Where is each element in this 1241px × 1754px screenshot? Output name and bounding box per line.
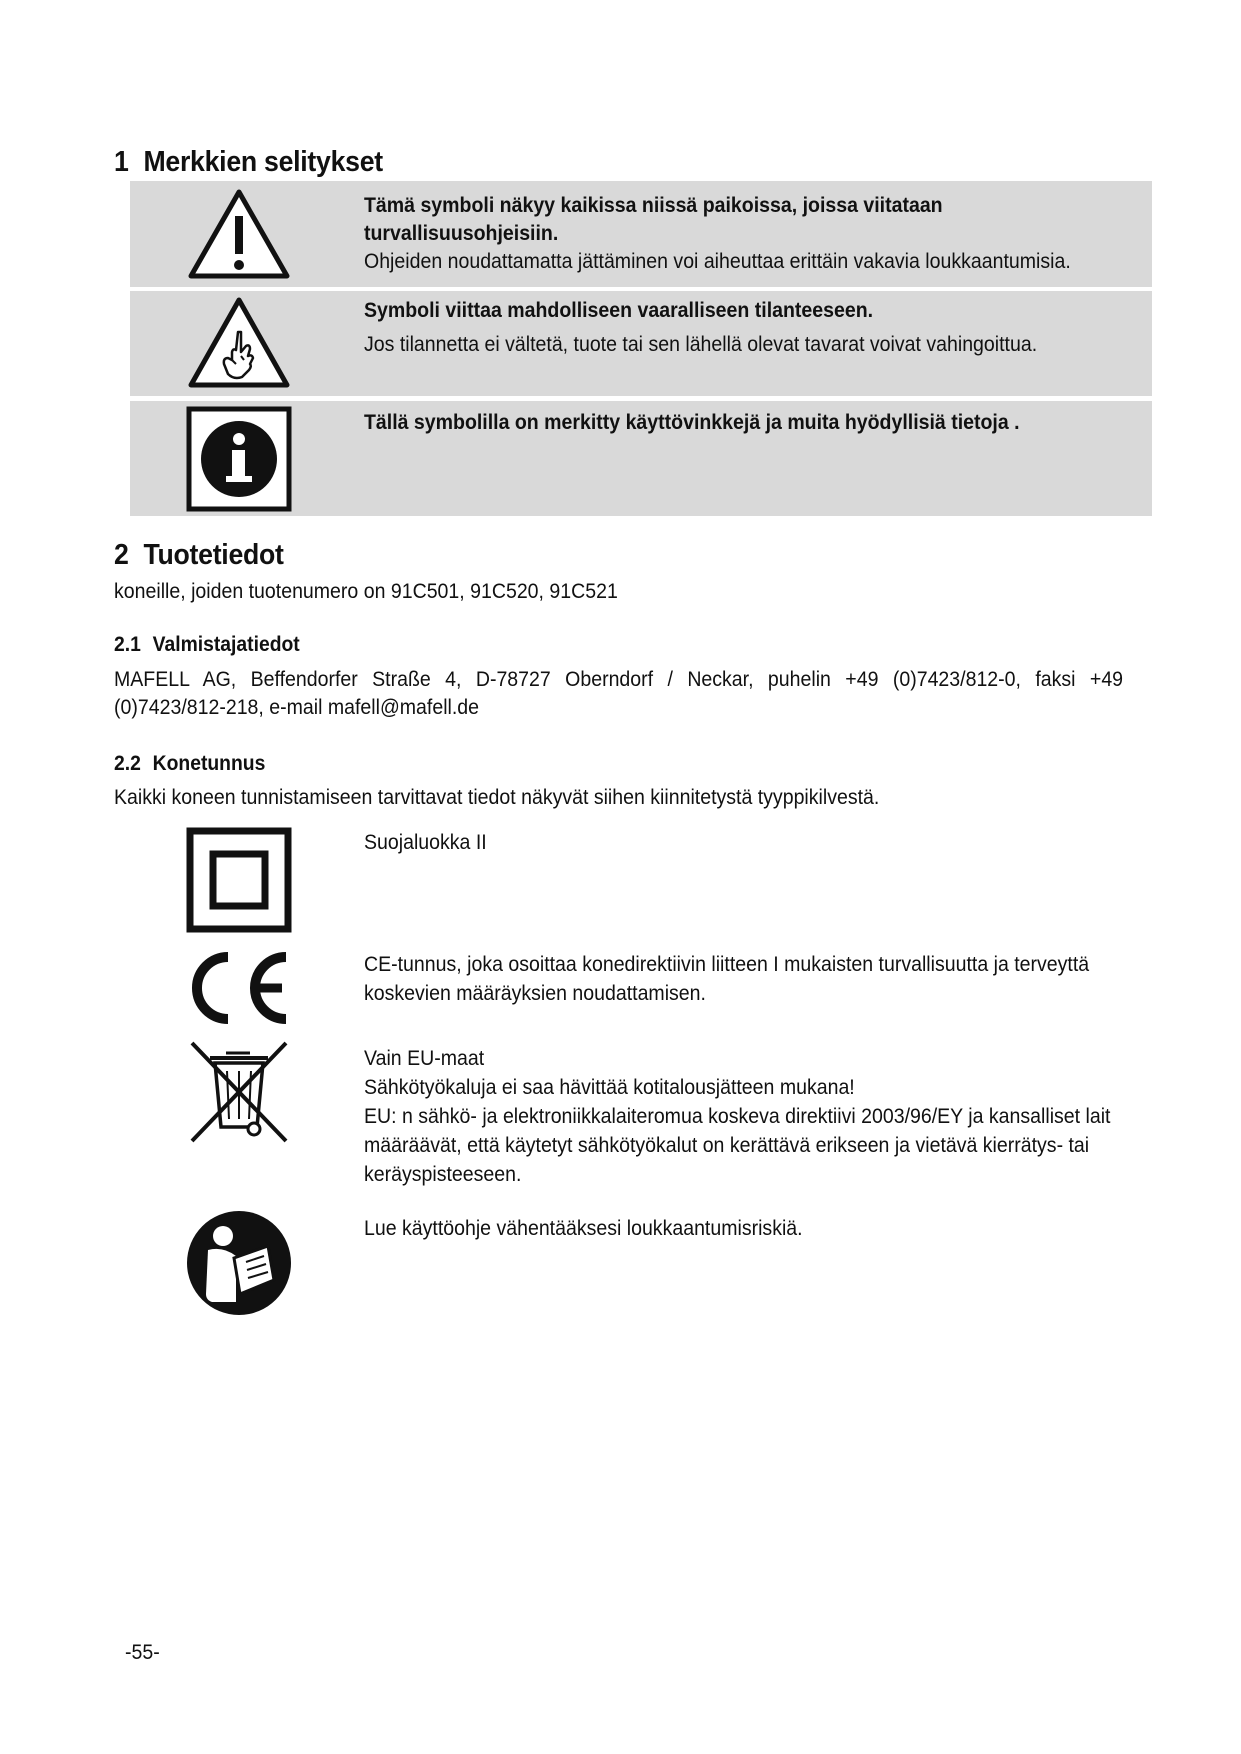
section-2-intro: koneille, joiden tuotenumero on 91C501, 91C520, 91C521 [114, 580, 618, 603]
subsection-2-2-heading [114, 751, 265, 777]
symbol-bold-info: Tällä symbolilla on merkitty käyttövinkkejä ja muita hyödyllisiä tietoja . [364, 411, 1020, 434]
subsection-2-1-number: 2.1 [114, 633, 141, 656]
warning-triangle-icon [186, 186, 292, 283]
symbol-bold-warning: Tämä symboli näkyy kaikissa niissä paikoissa, joissa viitataan turvallisuusohjeisiin. [364, 194, 943, 245]
section-2-title: Tuotetiedot [143, 539, 284, 571]
section-1-heading [114, 145, 383, 179]
symbol-text-warning [364, 192, 1089, 276]
symbol-text-caution [364, 297, 1089, 359]
mark-line: Vain EU-maat [364, 1047, 485, 1070]
section-2-heading [114, 538, 284, 572]
hand-caution-triangle-icon [186, 294, 292, 392]
mark-line: Lue käyttöohje vähentääksesi loukkaantumisriskiä. [364, 1217, 803, 1240]
mark-line: Suojaluokka II [364, 831, 487, 854]
subsection-2-2-number: 2.2 [114, 752, 141, 775]
section-2-number: 2 [114, 539, 129, 571]
mark-line: Sähkötyökaluja ei saa hävittää kotitalousjätteen mukana! [364, 1076, 855, 1099]
section-1-title: Merkkien selitykset [143, 146, 383, 178]
info-icon [186, 406, 292, 512]
symbol-normal-caution: Jos tilannetta ei vältetä, tuote tai sen lähellä olevat tavarat voivat vahingoittua. [364, 333, 1038, 356]
mark-line: EU: n sähkö- ja elektroniikkalaiteromua koskeva direktiivi 2003/96/EY ja kansalliset lait määräävät, että käytetyt sähkötyökalut on kerättävä erikseen ja vietävä kierrätys- tai keräyspisteeseen. [364, 1105, 1111, 1186]
page-number: -55- [125, 1641, 160, 1664]
subsection-2-1-title: Valmistajatiedot [152, 633, 300, 656]
mark-line: CE-tunnus, joka osoittaa konedirektiivin liitteen I mukaisten turvallisuutta ja terveyttä koskevien määräyksien noudattamisen. [364, 953, 1090, 1005]
manufacturer-info: MAFELL AG, Beffendorfer Straße 4, D-78727 Oberndorf / Neckar, puhelin +49 (0)7423/812-0, faksi +49 (0)7423/812-218, e-mail mafell@mafell.de [114, 668, 1124, 719]
ce-mark-icon [186, 951, 292, 1025]
mark-text-ce [364, 950, 1127, 1008]
mark-text-manual [364, 1214, 1127, 1243]
section-1-number: 1 [114, 146, 129, 178]
mark-text-protection-class [364, 828, 1127, 857]
crossed-bin-icon [186, 1041, 292, 1145]
mark-text-weee [364, 1044, 1127, 1189]
subsection-2-1-heading [114, 632, 300, 658]
machine-id-text: Kaikki koneen tunnistamiseen tarvittavat tiedot näkyvät siihen kiinnitetystä tyyppikilvestä. [114, 786, 880, 809]
symbol-normal-warning: Ohjeiden noudattamatta jättäminen voi aiheuttaa erittäin vakavia loukkaantumisia. [364, 250, 1071, 273]
protection-class-ii-icon [186, 827, 292, 933]
subsection-2-2-title: Konetunnus [152, 752, 266, 775]
read-manual-icon [186, 1210, 292, 1316]
symbol-text-info [364, 409, 1089, 437]
symbol-bold-caution: Symboli viittaa mahdolliseen vaaralliseen tilanteeseen. [364, 299, 874, 322]
